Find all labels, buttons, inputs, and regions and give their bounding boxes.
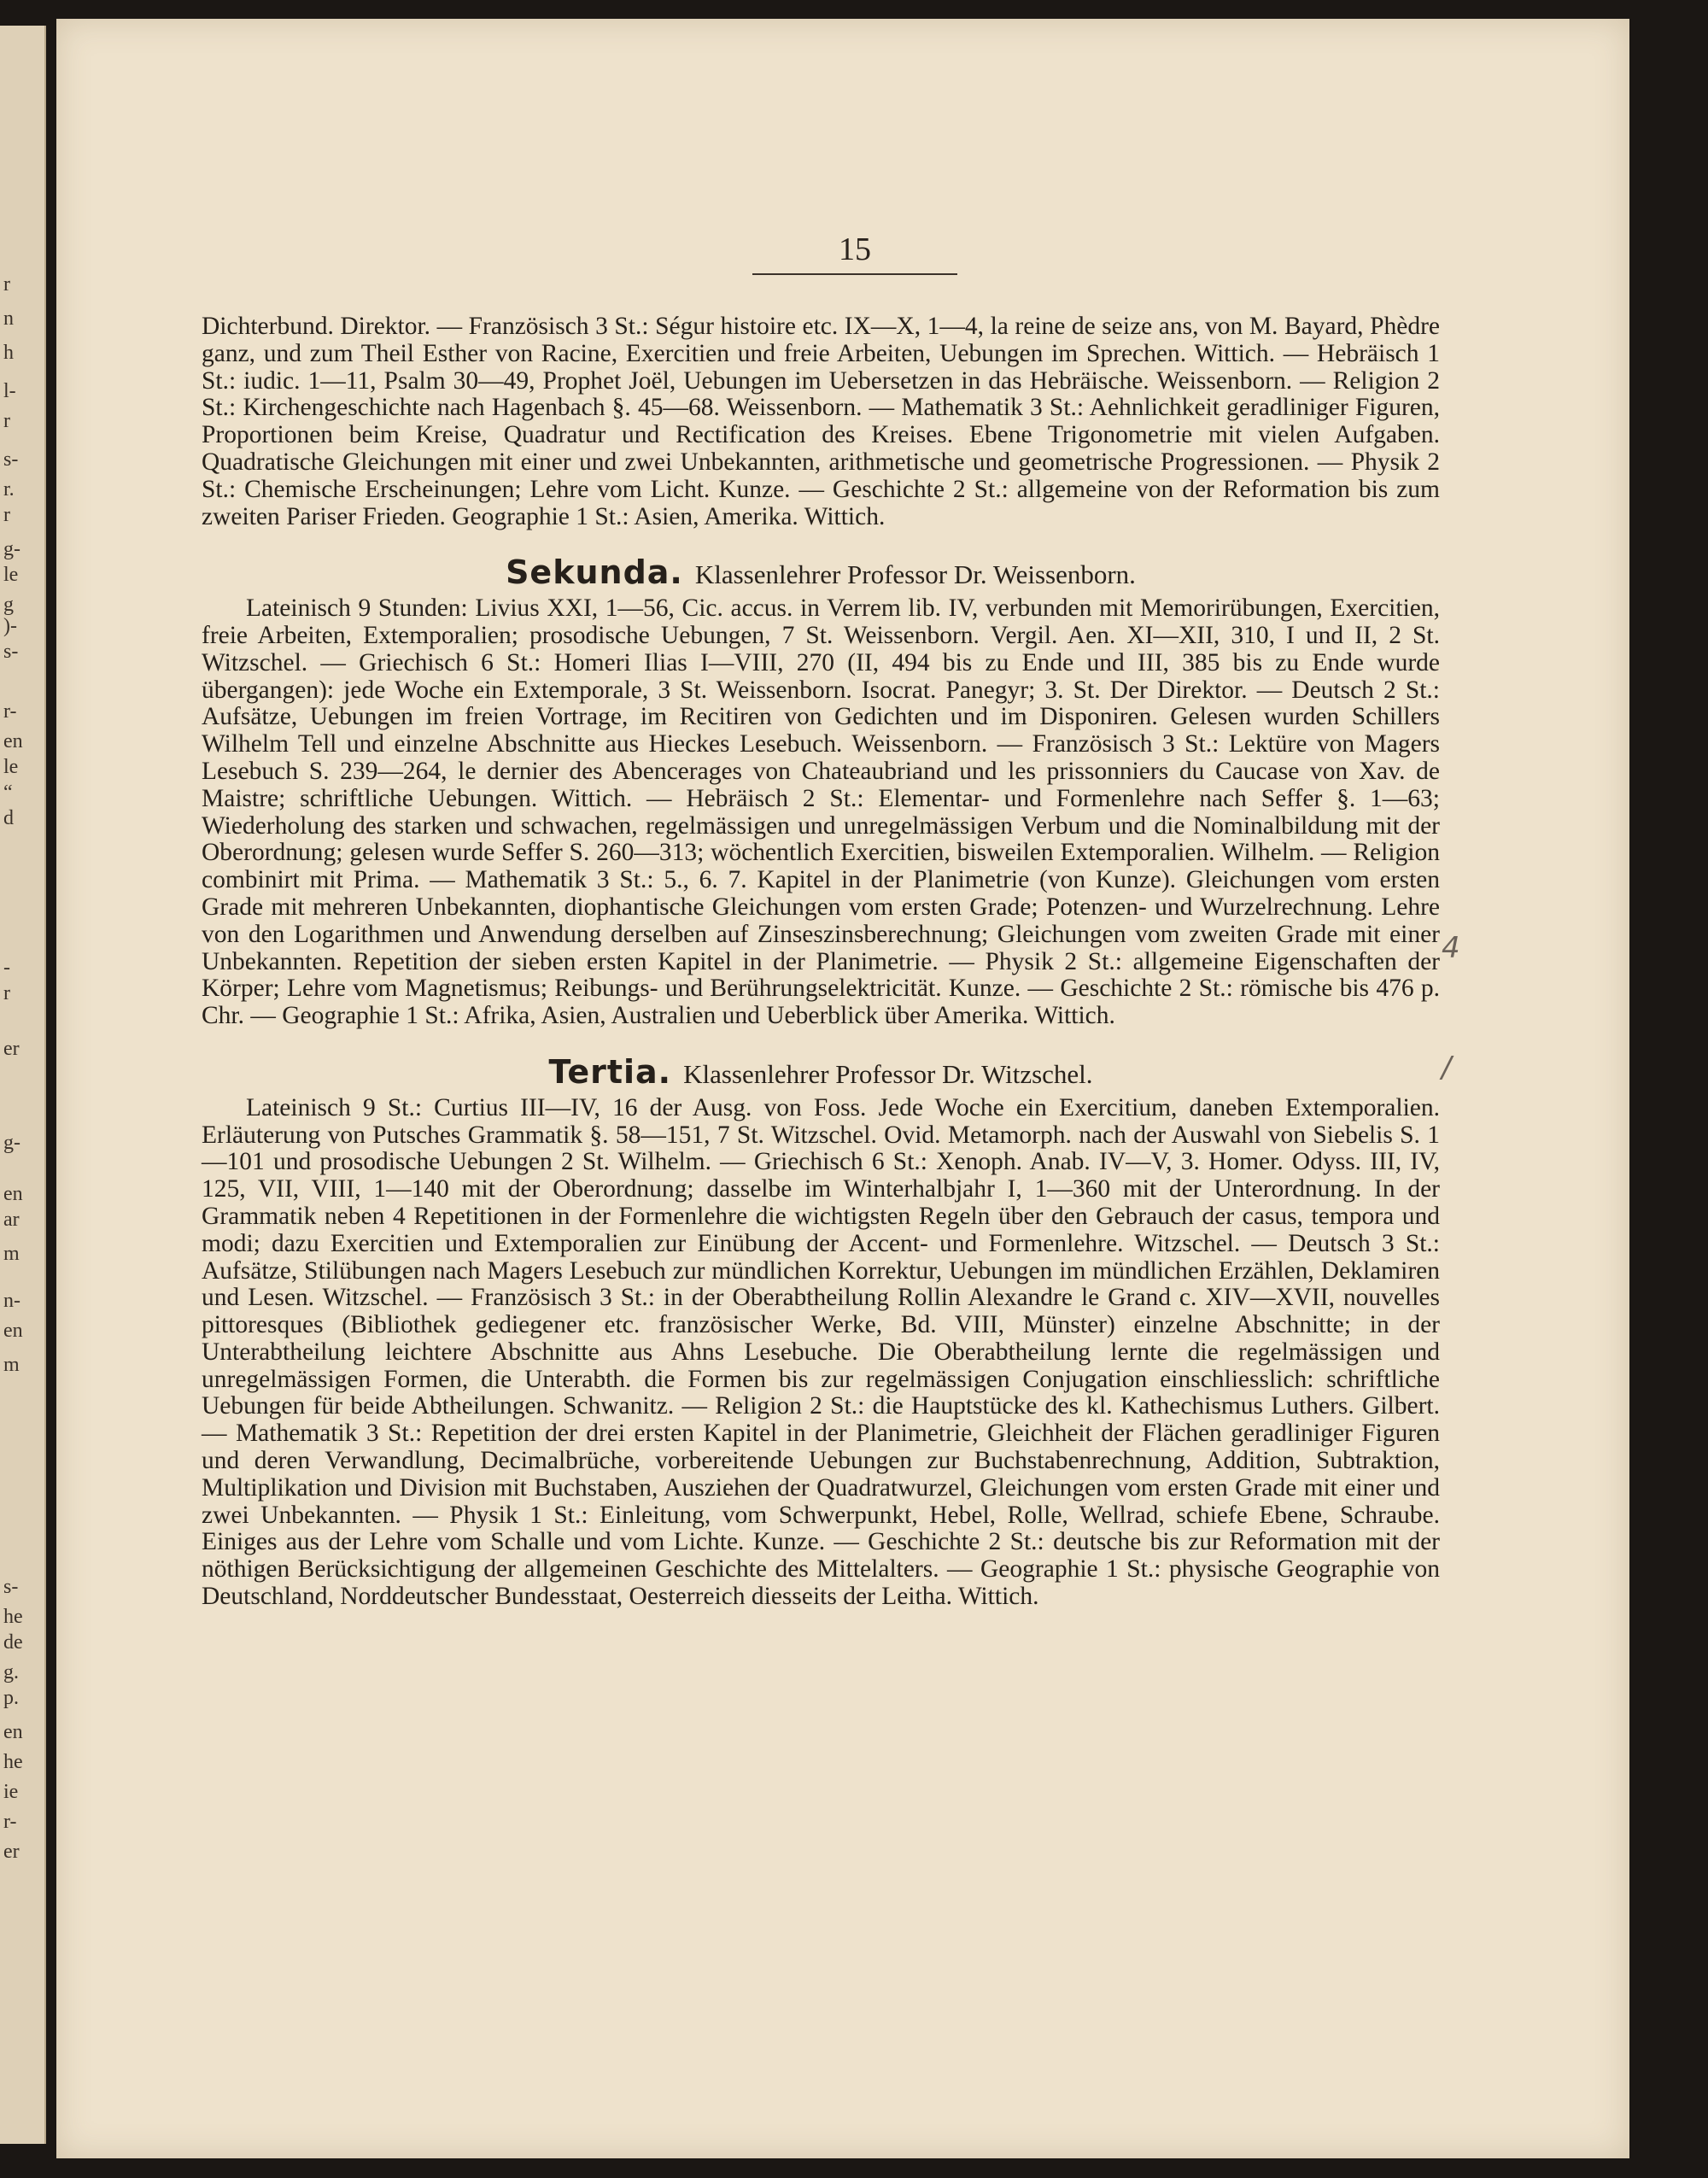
margin-note-2: / bbox=[1442, 1051, 1452, 1085]
edge-fragment: g- bbox=[3, 1132, 20, 1154]
edge-fragment: s- bbox=[3, 448, 19, 471]
tertia-heading bbox=[202, 1052, 1440, 1091]
edge-fragment: ar bbox=[3, 1209, 20, 1231]
edge-fragment: er bbox=[3, 1841, 20, 1863]
edge-fragment: s- bbox=[3, 641, 19, 663]
edge-fragment: ie bbox=[3, 1781, 19, 1803]
edge-fragment: g bbox=[3, 594, 14, 616]
edge-fragment: r bbox=[3, 410, 10, 432]
edge-fragment: p. bbox=[3, 1687, 19, 1709]
edge-fragment: - bbox=[3, 957, 10, 979]
edge-fragment: )- bbox=[3, 615, 17, 637]
edge-fragment: g. bbox=[3, 1661, 19, 1683]
edge-fragment: le bbox=[3, 564, 19, 586]
edge-fragment: en bbox=[3, 1320, 23, 1342]
edge-fragment: d bbox=[3, 807, 14, 829]
adjacent-page-edge bbox=[0, 26, 46, 2144]
tertia-label: Tertia. bbox=[548, 1052, 672, 1091]
margin-note-1: 4 bbox=[1442, 931, 1460, 965]
edge-fragment: en bbox=[3, 730, 23, 752]
edge-fragment: r- bbox=[3, 1811, 17, 1833]
edge-fragment: l- bbox=[3, 380, 16, 402]
sekunda-teacher: Klassenlehrer Professor Dr. Weissenborn. bbox=[694, 559, 1136, 590]
edge-fragment: n bbox=[3, 307, 14, 330]
edge-fragment: r bbox=[3, 273, 10, 296]
edge-fragment: er bbox=[3, 1038, 20, 1060]
edge-fragment: r bbox=[3, 504, 10, 526]
edge-fragment: m bbox=[3, 1354, 20, 1376]
edge-fragment: n- bbox=[3, 1290, 20, 1312]
tertia-paragraph: Lateinisch 9 St.: Curtius III—IV, 16 der Ausg. von Foss. Jede Woche ein Exercitium, daneben Extemporalien. Erläuterung von Putsches Grammatik §. 58—151, 7 St. Witzschel. Ovid. Metamorph. nach der Auswahl von Siebelis S. 1—101 und prosodische Uebungen 2 St. Wilhelm. — Griechisch 6 St.: Xenoph. Anab. IV—V, 3. Homer. Odyss. III, IV, 125, VII, VIII, 1—140 mit der Oberordnung; dasselbe im Winterhalbjahr I, 1—360 mit der Unterordnung. In der Grammatik neben 4 Repetitionen in der Formenlehre die wichtigsten Regeln über den Gebrauch der casus, tempora und modi; dazu Exercitien und Extemporalien zur Einübung der Accent- und Formenlehre. Witzschel. — Deutsch 3 St.: Aufsätze, Stilübungen nach Magers Lesebuch zur mündlichen Korrektur, Uebungen im mündlichen Erzählen, Deklamiren und Lesen. Witzschel. — Französisch 3 St.: in der Oberabtheilung Rollin Alexandre le Grand c. XIV—XVII, nouvelles pittoresques (Bibliothek gediegener etc. französischer Werke, Bd. VIII, Münster) einzelne Abschnitte; in der Unterabtheilung leichtere Abschnitte aus Ahns Lesebuche. Die Oberabtheilung lernte die regelmässigen und unregelmässigen Formen, die Unterabth. die Formen bis zur regelmässigen Conjugation einschliesslich: schriftliche Uebungen für beide Abtheilungen. Schwanitz. — Religion 2 St.: die Hauptstücke des kl. Kathechismus Luthers. Gilbert. — Mathematik 3 St.: Repetition der drei ersten Kapitel in der Planimetrie, Gleichheit der Flächen geradliniger Figuren und deren Verwandlung, Decimalbrüche, vorbereitende Uebungen zur Buchstabenrechnung, Addition, Subtraktion, Multiplikation und Division mit Buchstaben, Ausziehen der Quadratwurzel, Gleichungen vom ersten Grade mit einer und zwei Unbekannten. — Physik 1 St.: Einleitung, vom Schwerpunkt, Hebel, Rolle, Wellrad, schiefe Ebene, Schraube. Einiges aus der Lehre vom Schalle und vom Lichte. Kunze. — Geschichte 2 St.: deutsche bis zur Reformation mit der nöthigen Berücksichtigung der allgemeinen Geschichte des Mittelalters. — Geographie 1 St.: physische Geographie von Deutschland, Norddeutscher Bundesstaat, Oesterreich diesseits der Leitha. Wittich. bbox=[202, 1093, 1440, 1611]
edge-fragment: de bbox=[3, 1631, 23, 1654]
edge-fragment: r. bbox=[3, 478, 15, 501]
edge-fragment: en bbox=[3, 1183, 23, 1205]
edge-fragment: “ bbox=[3, 782, 13, 804]
edge-fragment: le bbox=[3, 756, 19, 778]
edge-fragment: r- bbox=[3, 700, 17, 723]
edge-fragment: h bbox=[3, 342, 14, 364]
edge-fragment: g- bbox=[3, 538, 20, 560]
sekunda-heading bbox=[202, 553, 1440, 592]
edge-fragment: m bbox=[3, 1243, 20, 1265]
page-number: 15 bbox=[752, 231, 957, 275]
edge-fragment: he bbox=[3, 1751, 23, 1773]
sekunda-paragraph: Lateinisch 9 Stunden: Livius XXI, 1—56, Cic. accus. in Verrem lib. IV, verbunden mit Memorirübungen, Exercitien, freie Arbeiten, Extemporalien; prosodische Uebungen, 7 St. Weissenborn. Vergil. Aen. XI—XII, 310, I und II, 2 St. Witzschel. — Griechisch 6 St.: Homeri Ilias I—VIII, 270 (II, 494 bis zu Ende und III, 385 bis zu Ende wurde übergangen): jede Woche ein Extemporale, 3 St. Weissenborn. Isocrat. Panegyr; 3. St. Der Direktor. — Deutsch 2 St.: Aufsätze, Uebungen im freien Vortrage, im Recitiren von Gedichten und im Disponiren. Gelesen wurden Schillers Wilhelm Tell und einzelne Abschnitte aus Hieckes Lesebuch. Weissenborn. — Französisch 3 St.: Lektüre von Magers Lesebuch S. 239—264, le dernier des Abencerages von Chateaubriand und les prissonniers du Caucase von Xav. de Maistre; schriftliche Uebungen. Wittich. — Hebräisch 2 St.: Elementar- und Formenlehre nach Seffer §. 1—63; Wiederholung des starken und schwachen, regelmässigen und unregelmässigen Verbum und die Nominalbildung mit der Oberordnung; gelesen wurde Seffer S. 260—313; wöchentlich Exercitien, bisweilen Extemporalien. Wilhelm. — Religion combinirt mit Prima. — Mathematik 3 St.: 5., 6. 7. Kapitel in der Planimetrie (von Kunze). Gleichungen vom ersten Grade mit mehreren Unbekannten, diophantische Gleichungen vom ersten Grade; Potenzen- und Wurzelrechnung. Lehre von den Logarithmen und Anwendung derselben auf Zinseszinsberechnung; Gleichungen vom zweiten Grade mit einer Unbekannten. Repetition der sieben ersten Kapitel in der Planimetrie. — Physik 2 St.: allgemeine Eigenschaften der Körper; Lehre vom Magnetismus; Reibungs- und Berührungselektricität. Kunze. — Geschichte 2 St.: römische bis 476 p. Chr. — Geographie 1 St.: Afrika, Asien, Australien und Ueberblick über Amerika. Wittich. bbox=[202, 594, 1440, 1030]
edge-fragment: en bbox=[3, 1721, 23, 1743]
page-text bbox=[202, 313, 1440, 1611]
document-page bbox=[56, 19, 1629, 2158]
intro-paragraph: Dichterbund. Direktor. — Französisch 3 St.: Ségur histoire etc. IX—X, 1—4, la reine de seize ans, von M. Bayard, Phèdre ganz, und zum Theil Esther von Racine, Exercitien und freie Arbeiten, Uebungen im Sprechen. Wittich. — Hebräisch 1 St.: iudic. 1—11, Psalm 30—49, Prophet Joël, Uebungen im Uebersetzen in das Hebräische. Weissenborn. — Religion 2 St.: Kirchengeschichte nach Hagenbach §. 45—68. Weissenborn. — Mathematik 3 St.: Aehnlichkeit geradliniger Figuren, Proportionen beim Kreise, Quadratur und Rectification des Kreises. Ebene Trigonometrie mit vielen Aufgaben. Quadratische Gleichungen mit einer und zwei Unbekannten, arithmetische und geometrische Progressionen. — Physik 2 St.: Chemische Erscheinungen; Lehre vom Licht. Kunze. — Geschichte 2 St.: allgemeine von der Reformation bis zum zweiten Pariser Frieden. Geographie 1 St.: Asien, Amerika. Wittich. bbox=[202, 313, 1440, 530]
edge-fragment: he bbox=[3, 1606, 23, 1628]
edge-fragment: r bbox=[3, 982, 10, 1004]
edge-fragment: s- bbox=[3, 1576, 19, 1598]
sekunda-label: Sekunda. bbox=[506, 553, 683, 592]
tertia-teacher: Klassenlehrer Professor Dr. Witzschel. bbox=[683, 1058, 1093, 1089]
